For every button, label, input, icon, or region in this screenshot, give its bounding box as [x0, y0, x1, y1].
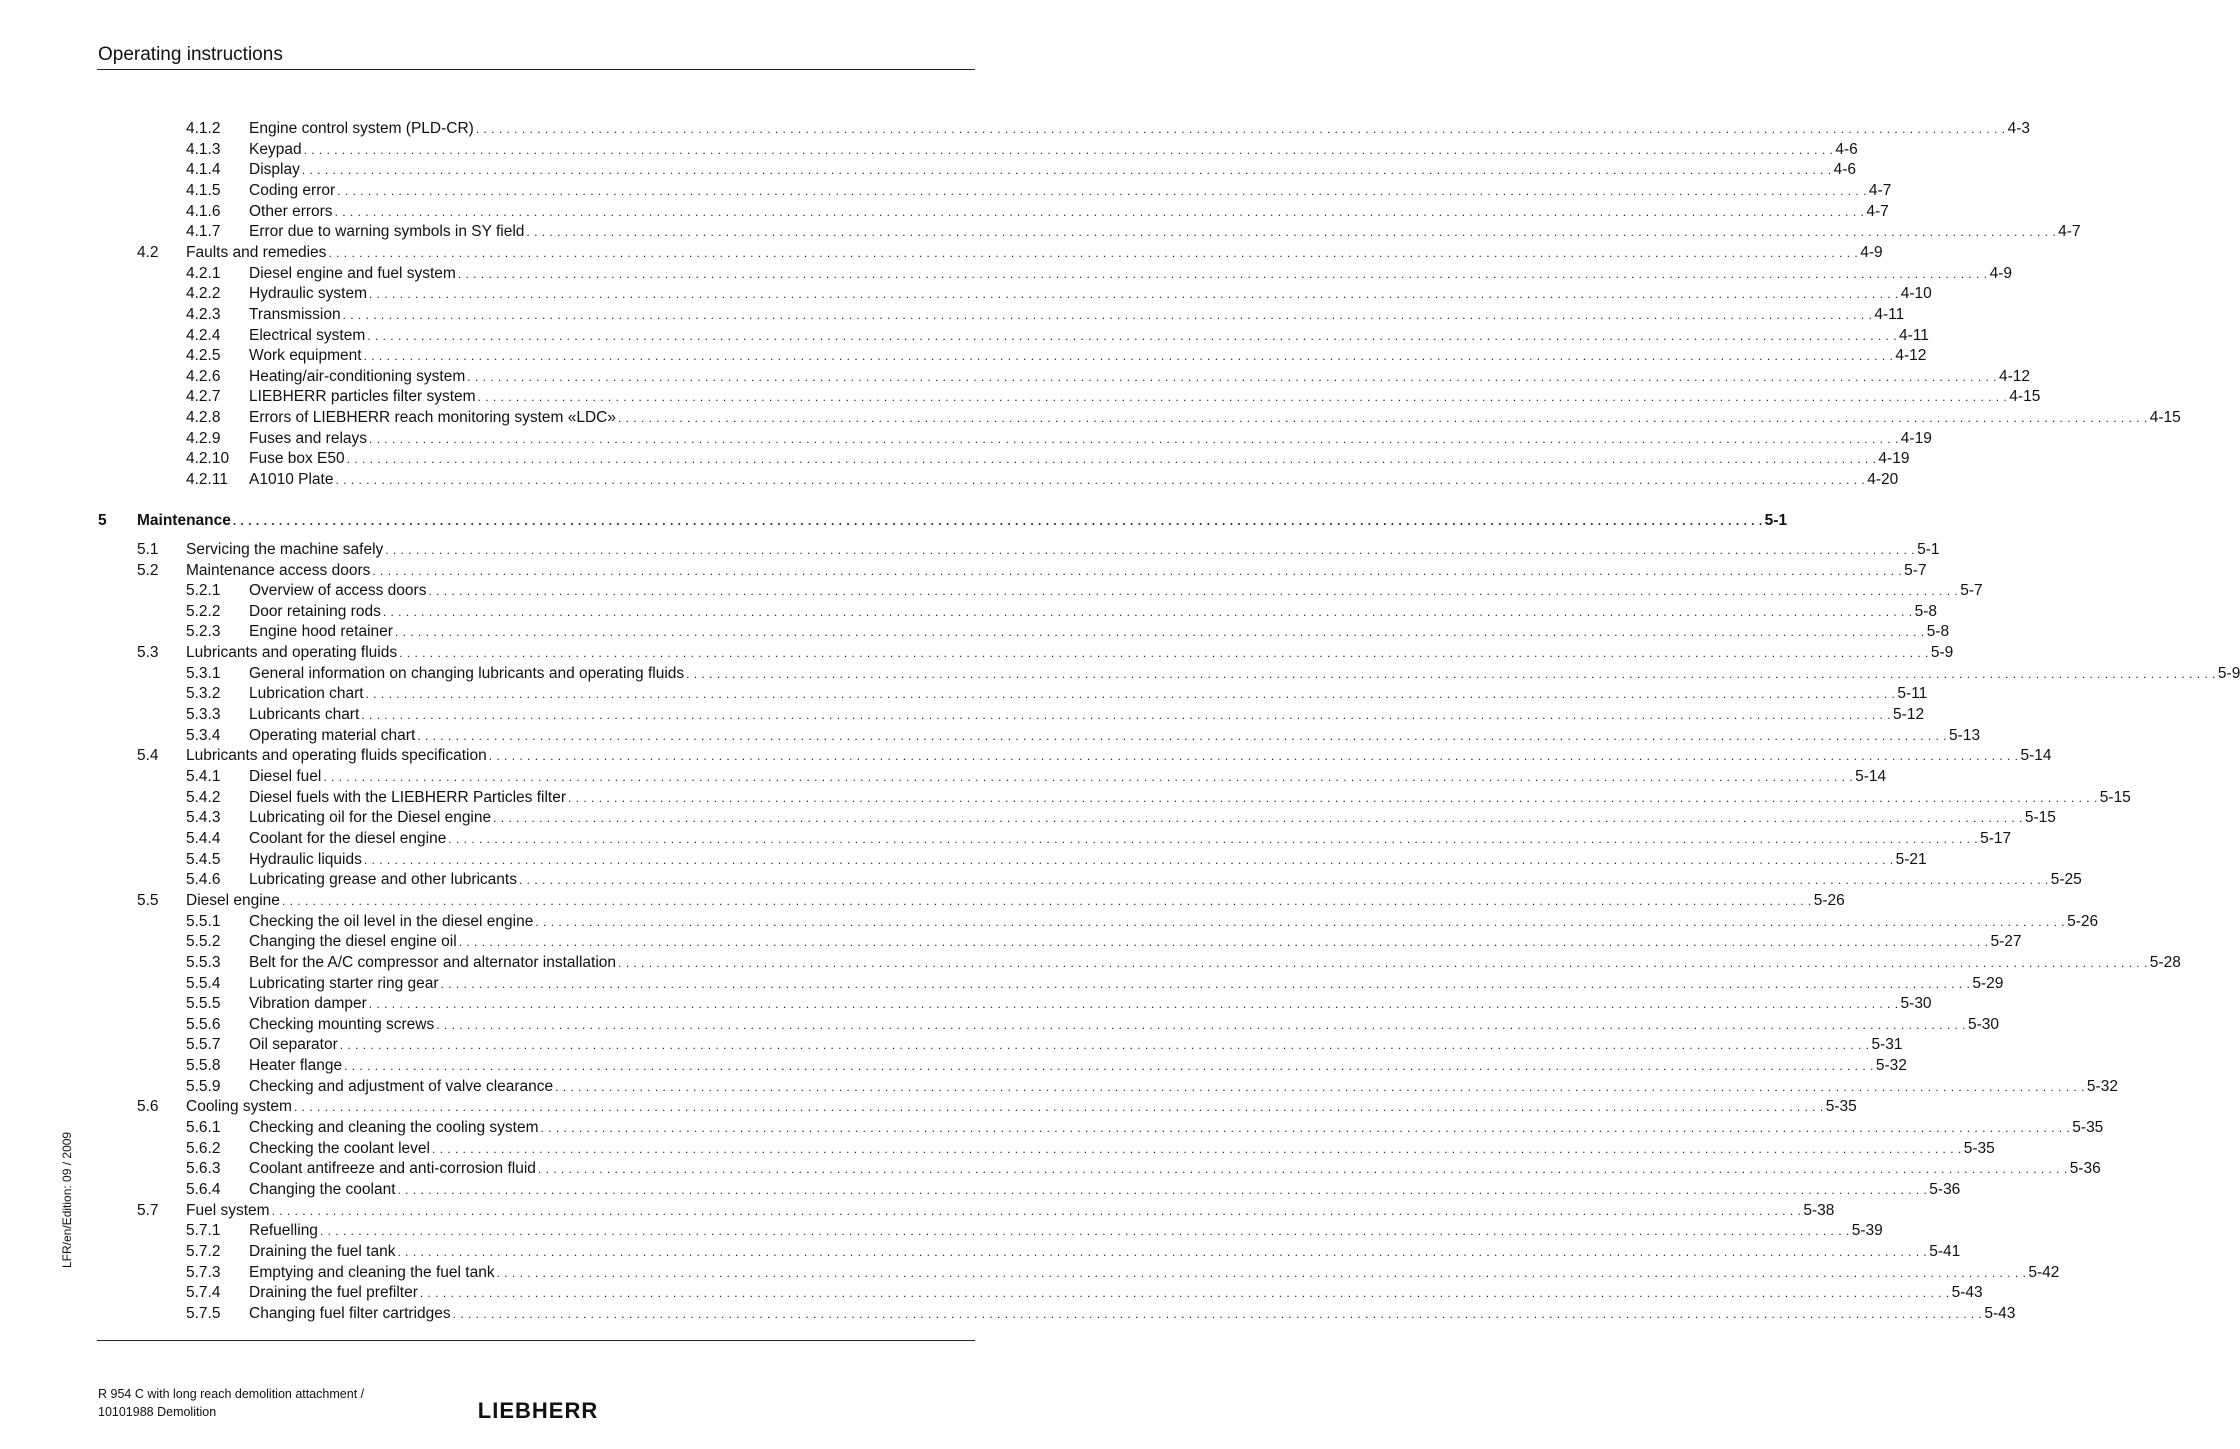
toc-leader-dots: . . . . . . . . . . . . . . . . . . . . . . . . . . . . . . . . . . . . . . . . . . . . . . . . . . . . . . . . . . . . . . . . . . . . . . . . . . . . . . . . . . . . . . . . . . . . . . . . . . . . . . . . . . . . . . . . . . . . . . . . . . . . . . . . . . . . . . . . . . . . . . . . . . . . . . . . . . . . . . . . . . . . . . . . . . . . . . . . . . . . . . . . . . . . . . . . . . . . . . . . [385, 542, 1916, 557]
toc-entry-number: 4.2.8 [186, 409, 221, 427]
toc-entry-number: 5.4 [137, 747, 159, 765]
toc-leader-dots: . . . . . . . . . . . . . . . . . . . . . . . . . . . . . . . . . . . . . . . . . . . . . . . . . . . . . . . . . . . . . . . . . . . . . . . . . . . . . . . . . . . . . . . . . . . . . . . . . . . . . . . . . . . . . . . . . . . . . . . . . . . . . . . . . . . . . . . . . . . . . . . . . . . . . . . . . . . . . . . . . . . . . . . . . . . . . . . . . . . . . . . . . . . . . . . . . . . . . . . . [475, 122, 2006, 136]
toc-entry[interactable] [186, 1221, 1883, 1241]
toc-entry-page: 5-35 [1825, 1098, 1857, 1116]
toc-entry[interactable] [186, 305, 1905, 325]
toc-leader-dots: . . . . . . . . . . . . . . . . . . . . . . . . . . . . . . . . . . . . . . . . . . . . . . . . . . . . . . . . . . . . . . . . . . . . . . . . . . . . . . . . . . . . . . . . . . . . . . . . . . . . . . . . . . . . . . . . . . . . . . . . . . . . . . . . . . . . . . . . . . . . . . . . . . . . . . . . . . . . . . . . . . . . . . . . . . . . . . . . . . . . . . . . . . . . . . . . . . . . . . . . [518, 873, 2049, 888]
toc-entry-number: 5.6 [137, 1098, 159, 1116]
toc-leader-dots: . . . . . . . . . . . . . . . . . . . . . . . . . . . . . . . . . . . . . . . . . . . . . . . . . . . . . . . . . . . . . . . . . . . . . . . . . . . . . . . . . . . . . . . . . . . . . . . . . . . . . . . . . . . . . . . . . . . . . . . . . . . . . . . . . . . . . . . . . . . . . . . . . . . . . . . . . . . . . . . . . . . . . . . . . . . . . . . . . . . . . . . . . . . . . . . . . . . . . . . . [342, 307, 1873, 322]
toc-leader-dots: . . . . . . . . . . . . . . . . . . . . . . . . . . . . . . . . . . . . . . . . . . . . . . . . . . . . . . . . . . . . . . . . . . . . . . . . . . . . . . . . . . . . . . . . . . . . . . . . . . . . . . . . . . . . . . . . . . . . . . . . . . . . . . . . . . . . . . . . . . . . . . . . . . . . . . . . . . . . . . . . . . . . . . . . . . . . . . . . . . . . . . . . . . . . . . . . . . . . . . . . [369, 287, 1899, 302]
toc-entry-title: Checking and adjustment of valve clearance [249, 1077, 554, 1095]
toc-entry-title: A1010 Plate [249, 471, 334, 489]
toc-entry[interactable] [186, 622, 1950, 642]
toc-leader-dots: . . . . . . . . . . . . . . . . . . . . . . . . . . . . . . . . . . . . . . . . . . . . . . . . . . . . . . . . . . . . . . . . . . . . . . . . . . . . . . . . . . . . . . . . . . . . . . . . . . . . . . . . . . . . . . . . . . . . . . . . . . . . . . . . . . . . . . . . . . . . . . . . . . . . . . . . . . . . . . . . . . . . . . . . . . . . . . . . . . . . . . . . . . . . . . . . . . . . . . . . [540, 1121, 2071, 1136]
toc-entry-page: 5-42 [2028, 1263, 2060, 1281]
toc-entry-page: 4-19 [1900, 429, 1932, 447]
toc-entry-number: 5.2.1 [186, 582, 221, 600]
toc-entry-number: 4.2.5 [186, 347, 221, 365]
toc-entry-page: 4-15 [2149, 409, 2181, 427]
toc-entry[interactable] [137, 561, 1927, 581]
toc-entry-number: 4.1.3 [186, 140, 221, 158]
toc-entry-number: 4.2.2 [186, 285, 221, 303]
toc-entry-title: Checking the coolant level [249, 1139, 430, 1157]
toc-entry[interactable] [186, 1035, 1903, 1055]
toc-entry[interactable] [137, 746, 2052, 766]
toc-entry-page: 5-13 [1949, 726, 1981, 744]
toc-entry-number: 5.3 [137, 644, 159, 662]
toc-entry-title: Lubricating oil for the Diesel engine [249, 809, 492, 827]
toc-entry[interactable] [186, 1263, 2060, 1283]
toc-entry-page: 5-30 [1900, 995, 1932, 1013]
toc-entry-page: 4-7 [1866, 202, 1889, 220]
toc-entry-page: 5-26 [2067, 912, 2099, 930]
toc-entry-number: 5.5.7 [186, 1036, 221, 1054]
toc-entry-title: Coolant for the diesel engine [249, 829, 447, 847]
toc-entry-page: 4-12 [1895, 347, 1927, 365]
toc-entry[interactable] [186, 1139, 1995, 1159]
footer-divider [97, 1340, 975, 1341]
toc-entry-page: 5-7 [1960, 582, 1983, 600]
toc-entry[interactable] [186, 767, 1887, 787]
toc-entry-title: Errors of LIEBHERR reach monitoring system «LDC» [249, 409, 616, 427]
toc-entry[interactable] [186, 1283, 1983, 1303]
toc-leader-dots: . . . . . . . . . . . . . . . . . . . . . . . . . . . . . . . . . . . . . . . . . . . . . . . . . . . . . . . . . . . . . . . . . . . . . . . . . . . . . . . . . . . . . . . . . . . . . . . . . . . . . . . . . . . . . . . . . . . . . . . . . . . . . . . . . . . . . . . . . . . . . . . . . . . . . . . . . . . . . . . . . . . . . . . . . . . . . . . . . . . . . . . . . . . . . . . . . . . . . . . . [361, 708, 1892, 723]
toc-leader-dots: . . . . . . . . . . . . . . . . . . . . . . . . . . . . . . . . . . . . . . . . . . . . . . . . . . . . . . . . . . . . . . . . . . . . . . . . . . . . . . . . . . . . . . . . . . . . . . . . . . . . . . . . . . . . . . . . . . . . . . . . . . . . . . . . . . . . . . . . . . . . . . . . . . . . . . . . . . . . . . . . . . . . . . . . . . . . . . . . . . . . . . . . . . . . . . . . . . . . . . . . [394, 625, 1925, 640]
toc-entry[interactable] [186, 1077, 2118, 1097]
toc-entry[interactable] [186, 788, 2131, 808]
toc-entry-page: 4-6 [1833, 161, 1856, 179]
toc-entry-number: 5.5.5 [186, 995, 221, 1013]
toc-entry-page: 5-14 [1855, 768, 1887, 785]
toc-entry-title: Emptying and cleaning the fuel tank [249, 1263, 495, 1281]
toc-entry-number: 5.5.3 [186, 953, 221, 971]
toc-entry-page: 5-36 [2069, 1160, 2101, 1178]
toc-entry-page: 5-9 [2217, 664, 2240, 682]
toc-entry-title: Work equipment [249, 347, 362, 365]
toc-entry-page: 4-9 [1860, 243, 1883, 261]
footer-model-line: R 954 C with long reach demolition attachment / [98, 1387, 365, 1401]
toc-entry-number: 5.5.2 [186, 933, 221, 951]
toc-entry[interactable] [186, 1304, 2016, 1324]
toc-leader-dots: . . . . . . . . . . . . . . . . . . . . . . . . . . . . . . . . . . . . . . . . . . . . . . . . . . . . . . . . . . . . . . . . . . . . . . . . . . . . . . . . . . . . . . . . . . . . . . . . . . . . . . . . . . . . . . . . . . . . . . . . . . . . . . . . . . . . . . . . . . . . . . . . . . . . . . . . . . . . . . . . . . . . . . . . . . . . . . . . . . . . . . . . . . . . . . . . . . . . . . . . [397, 1244, 1928, 1259]
toc-leader-dots: . . . . . . . . . . . . . . . . . . . . . . . . . . . . . . . . . . . . . . . . . . . . . . . . . . . . . . . . . . . . . . . . . . . . . . . . . . . . . . . . . . . . . . . . . . . . . . . . . . . . . . . . . . . . . . . . . . . . . . . . . . . . . . . . . . . . . . . . . . . . . . . . . . . . . . . . . . . . . . . . . . . . . . . . . . . . . . . . . . . . . . . . . . . . . . . . . . . . . . . . [301, 163, 1832, 178]
toc-entry-title: Error due to warning symbols in SY field [249, 223, 525, 241]
toc-leader-dots: . . . . . . . . . . . . . . . . . . . . . . . . . . . . . . . . . . . . . . . . . . . . . . . . . . . . . . . . . . . . . . . . . . . . . . . . . . . . . . . . . . . . . . . . . . . . . . . . . . . . . . . . . . . . . . . . . . . . . . . . . . . . . . . . . . . . . . . . . . . . . . . . . . . . . . . . . . . . . . . . . . . . . . . . . . . . . . . . . . . . . . . . . . . . . . . . . . . . . . . . [328, 245, 1859, 260]
toc-entry-title: Engine control system (PLD-CR) [249, 120, 474, 137]
toc-leader-dots: . . . . . . . . . . . . . . . . . . . . . . . . . . . . . . . . . . . . . . . . . . . . . . . . . . . . . . . . . . . . . . . . . . . . . . . . . . . . . . . . . . . . . . . . . . . . . . . . . . . . . . . . . . . . . . . . . . . . . . . . . . . . . . . . . . . . . . . . . . . . . . . . . . . . . . . . . . . . . . . . . . . . . . . . . . . . . . . . . . . . . . . . . . . . . . . . . . . . . . . . [346, 452, 1877, 467]
toc-entry[interactable] [186, 664, 2240, 684]
toc-entry-title: Lubricating starter ring gear [249, 974, 439, 992]
toc-entry-number: 5.2.2 [186, 602, 221, 620]
toc-entry-number: 5.4.3 [186, 809, 221, 827]
toc-entry-title: Lubricants and operating fluids specification [186, 747, 487, 765]
toc-entry-number: 5.5.9 [186, 1077, 221, 1095]
toc-entry-number: 4.1.7 [186, 223, 221, 241]
toc-entry-page: 4-3 [2007, 120, 2030, 137]
toc-entry[interactable] [186, 408, 2181, 428]
toc-entry-page: 5-7 [1904, 561, 1927, 579]
toc-entry-page: 4-20 [1867, 471, 1899, 489]
toc-leader-dots: . . . . . . . . . . . . . . . . . . . . . . . . . . . . . . . . . . . . . . . . . . . . . . . . . . . . . . . . . . . . . . . . . . . . . . . . . . . . . . . . . . . . . . . . . . . . . . . . . . . . . . . . . . . . . . . . . . . . . . . . . . . . . . . . . . . . . . . . . . . . . . . . . . . . . . . . . . . . . . . . . . . . . . . . . . . . . . . . . . . . . . . . . . . . . . . . . . . . . . . . [436, 1017, 1966, 1032]
logo-text: LIEBHERR [477, 1398, 599, 1423]
toc-entry-title: Draining the fuel prefilter [249, 1284, 418, 1302]
toc-entry-page: 5-43 [1984, 1304, 2016, 1322]
toc-entry[interactable] [186, 387, 2041, 407]
toc-entry-page: 5-1 [1764, 512, 1788, 530]
toc-entry-title: LIEBHERR particles filter system [249, 388, 476, 406]
toc-leader-dots: . . . . . . . . . . . . . . . . . . . . . . . . . . . . . . . . . . . . . . . . . . . . . . . . . . . . . . . . . . . . . . . . . . . . . . . . . . . . . . . . . . . . . . . . . . . . . . . . . . . . . . . . . . . . . . . . . . . . . . . . . . . . . . . . . . . . . . . . . . . . . . . . . . . . . . . . . . . . . . . . . . . . . . . . . . . . . . . . . . . . . . . . . . . . . . . . . . . . . . . . [363, 349, 1894, 364]
toc-leader-dots: . . . . . . . . . . . . . . . . . . . . . . . . . . . . . . . . . . . . . . . . . . . . . . . . . . . . . . . . . . . . . . . . . . . . . . . . . . . . . . . . . . . . . . . . . . . . . . . . . . . . . . . . . . . . . . . . . . . . . . . . . . . . . . . . . . . . . . . . . . . . . . . . . . . . . . . . . . . . . . . . . . . . . . . . . . . . . . . . . . . . . . . . . . . . . . . . . . . . . . . . [457, 266, 1988, 281]
toc-entry-number: 4.1.2 [186, 120, 221, 137]
toc-entry-number: 5.6.2 [186, 1139, 221, 1157]
toc-leader-dots: . . . . . . . . . . . . . . . . . . . . . . . . . . . . . . . . . . . . . . . . . . . . . . . . . . . . . . . . . . . . . . . . . . . . . . . . . . . . . . . . . . . . . . . . . . . . . . . . . . . . . . . . . . . . . . . . . . . . . . . . . . . . . . . . . . . . . . . . . . . . . . . . . . . . . . . . . . . . . . . . . . . . . . . . . . . . . . . . . . . . . . . . . . . . . . . . . . . . . . . . [293, 1100, 1824, 1115]
toc-entry[interactable] [186, 202, 1889, 222]
toc-leader-dots: . . . . . . . . . . . . . . . . . . . . . . . . . . . . . . . . . . . . . . . . . . . . . . . . . . . . . . . . . . . . . . . . . . . . . . . . . . . . . . . . . . . . . . . . . . . . . . . . . . . . . . . . . . . . . . . . . . . . . . . . . . . . . . . . . . . . . . . . . . . . . . . . . . . . . . . . . . . . . . . . . . . . . . . . . . . . . . . . . . . . . . . . . . . . . . . . . . . . . . . . [367, 328, 1898, 343]
toc-entry[interactable] [186, 119, 2030, 139]
toc-entry[interactable] [137, 1097, 1857, 1117]
toc-entry[interactable] [186, 953, 2181, 973]
toc-entry-page: 4-11 [1874, 305, 1905, 323]
toc-entry[interactable] [186, 367, 2031, 387]
toc-entry-page: 4-19 [1878, 450, 1910, 468]
toc-entry-title: Keypad [249, 140, 302, 158]
toc-leader-dots: . . . . . . . . . . . . . . . . . . . . . . . . . . . . . . . . . . . . . . . . . . . . . . . . . . . . . . . . . . . . . . . . . . . . . . . . . . . . . . . . . . . . . . . . . . . . . . . . . . . . . . . . . . . . . . . . . . . . . . . . . . . . . . . . . . . . . . . . . . . . . . . . . . . . . . . . . . . . . . . . . . . . . . . . . . . . . . . . . . . . . . . . . . . . . . . . . . . . . . . . [372, 563, 1903, 578]
toc-entry-page: 5-9 [1930, 644, 1954, 662]
toc-leader-dots: . . . . . . . . . . . . . . . . . . . . . . . . . . . . . . . . . . . . . . . . . . . . . . . . . . . . . . . . . . . . . . . . . . . . . . . . . . . . . . . . . . . . . . . . . . . . . . . . . . . . . . . . . . . . . . . . . . . . . . . . . . . . . . . . . . . . . . . . . . . . . . . . . . . . . . . . . . . . . . . . . . . . . . . . . . . . . . . . . . . . . . . . . . . . . . . . . . . . . . . . [555, 1079, 2085, 1094]
toc-entry-title: Diesel fuel [249, 768, 322, 785]
toc-leader-dots: . . . . . . . . . . . . . . . . . . . . . . . . . . . . . . . . . . . . . . . . . . . . . . . . . . . . . . . . . . . . . . . . . . . . . . . . . . . . . . . . . . . . . . . . . . . . . . . . . . . . . . . . . . . . . . . . . . . . . . . . . . . . . . . . . . . . . . . . . . . . . . . . . . . . . . . . . . . . . . . . . . . . . . . . . . . . . . . . . . . . . . . . . . . . . . . . . . . . . . . . [399, 646, 1929, 661]
toc-leader-dots: . . . . . . . . . . . . . . . . . . . . . . . . . . . . . . . . . . . . . . . . . . . . . . . . . . . . . . . . . . . . . . . . . . . . . . . . . . . . . . . . . . . . . . . . . . . . . . . . . . . . . . . . . . . . . . . . . . . . . . . . . . . . . . . . . . . . . . . . . . . . . . . . . . . . . . . . . . . . . . . . . . . . . . . . . . . . . . . . . . . . . . . . . . . . . . . . . . . . . . . . [448, 831, 1979, 846]
toc-leader-dots: . . . . . . . . . . . . . . . . . . . . . . . . . . . . . . . . . . . . . . . . . . . . . . . . . . . . . . . . . . . . . . . . . . . . . . . . . . . . . . . . . . . . . . . . . . . . . . . . . . . . . . . . . . . . . . . . . . . . . . . . . . . . . . . . . . . . . . . . . . . . . . . . . . . . . . . . . . . . . . . . . . . . . . . . . . . . . . . . . . . . . . . . . . . . . . . . . . . . . . . . [537, 1162, 2068, 1177]
toc-entry-number: 4.2.1 [186, 264, 221, 282]
toc-entry-page: 4-11 [1899, 326, 1929, 344]
toc-entry-title: Coding error [249, 181, 336, 199]
toc-entry-title: Lubricants and operating fluids [186, 644, 398, 662]
toc-leader-dots: . . . . . . . . . . . . . . . . . . . . . . . . . . . . . . . . . . . . . . . . . . . . . . . . . . . . . . . . . . . . . . . . . . . . . . . . . . . . . . . . . . . . . . . . . . . . . . . . . . . . . . . . . . . . . . . . . . . . . . . . . . . . . . . . . . . . . . . . . . . . . . . . . . . . . . . . . . . . . . . . . . . . . . . . . . . . . . . . . . . . . . . . . . . . . . . . . . . . . . . . [458, 935, 1989, 950]
toc-leader-dots: . . . . . . . . . . . . . . . . . . . . . . . . . . . . . . . . . . . . . . . . . . . . . . . . . . . . . . . . . . . . . . . . . . . . . . . . . . . . . . . . . . . . . . . . . . . . . . . . . . . . . . . . . . . . . . . . . . . . . . . . . . . . . . . . . . . . . . . . . . . . . . . . . . . . . . . . . . . . . . . . . . . . . . . . . . . . . . . . . . . . . . . . . . . . . . . . . . . . . . . . [323, 770, 1854, 784]
toc-entry[interactable] [186, 429, 1932, 449]
toc-entry-number: 4.1.5 [186, 181, 221, 199]
toc-entry-number: 5.3.4 [186, 726, 221, 744]
toc-entry-page: 5-41 [1929, 1242, 1961, 1260]
toc-entry[interactable] [186, 870, 2082, 890]
toc-entry[interactable] [186, 326, 1929, 346]
toc-entry-page: 5-11 [1897, 685, 1928, 703]
toc-entry-title: Lubricants chart [249, 706, 360, 724]
toc-entry-number: 4.2.3 [186, 305, 221, 323]
toc-entry[interactable] [186, 1180, 1961, 1200]
header-divider [97, 69, 975, 70]
toc-entry[interactable] [186, 912, 2099, 932]
toc-entry-number: 4.1.4 [186, 161, 221, 179]
toc-entry[interactable] [186, 684, 1928, 704]
toc-leader-dots: . . . . . . . . . . . . . . . . . . . . . . . . . . . . . . . . . . . . . . . . . . . . . . . . . . . . . . . . . . . . . . . . . . . . . . . . . . . . . . . . . . . . . . . . . . . . . . . . . . . . . . . . . . . . . . . . . . . . . . . . . . . . . . . . . . . . . . . . . . . . . . . . . . . . . . . . . . . . . . . . . . . . . . . . . . . . . . . . . . . . . . . . . . . . . . . . . . . . . . . . [271, 1203, 1802, 1218]
toc-entry-page: 4-10 [1900, 285, 1932, 303]
toc-entry-title: Changing the coolant [249, 1181, 396, 1198]
toc-entry-page: 5-30 [1968, 1015, 2000, 1033]
toc-entry-title: Maintenance [137, 512, 231, 530]
toc-entry[interactable] [186, 705, 1925, 725]
toc-entry[interactable] [186, 974, 2004, 994]
toc-entry-title: Checking the oil level in the diesel engine [249, 912, 534, 930]
toc-entry-number: 5.7.1 [186, 1222, 221, 1240]
toc-entry-number: 5.4.2 [186, 788, 221, 806]
toc-entry[interactable] [186, 808, 2056, 828]
toc-leader-dots: . . . . . . . . . . . . . . . . . . . . . . . . . . . . . . . . . . . . . . . . . . . . . . . . . . . . . . . . . . . . . . . . . . . . . . . . . . . . . . . . . . . . . . . . . . . . . . . . . . . . . . . . . . . . . . . . . . . . . . . . . . . . . . . . . . . . . . . . . . . . . . . . . . . . . . . . . . . . . . . . . . . . . . . . . . . . . . . . . . . . . . . . . . . . . . . . . . . . . . . . [535, 914, 2066, 929]
toc-leader-dots: . . . . . . . . . . . . . . . . . . . . . . . . . . . . . . . . . . . . . . . . . . . . . . . . . . . . . . . . . . . . . . . . . . . . . . . . . . . . . . . . . . . . . . . . . . . . . . . . . . . . . . . . . . . . . . . . . . . . . . . . . . . . . . . . . . . . . . . . . . . . . . . . . . . . . . . . . . . . . . . . . . . . . . . . . . . . . . . . . . . . . . . . . . . . . . . . . . . . . . . . [477, 390, 2008, 405]
toc-leader-dots: . . . . . . . . . . . . . . . . . . . . . . . . . . . . . . . . . . . . . . . . . . . . . . . . . . . . . . . . . . . . . . . . . . . . . . . . . . . . . . . . . . . . . . . . . . . . . . . . . . . . . . . . . . . . . . . . . . . . . . . . . . . . . . . . . . . . . . . . . . . . . . . . . . . . . . . . . . . . . . . . . . . . . . . . . . . . . . . . . . . . . . . . . . . . . . . . . . . . . . . . [526, 225, 2057, 240]
toc-entry-number: 5.2.3 [186, 623, 221, 641]
toc-entry-number: 5.2 [137, 561, 159, 579]
toc-entry-page: 4-7 [1868, 181, 1892, 199]
liebherr-logo [458, 1399, 618, 1421]
toc-entry-page: 5-8 [1926, 623, 1950, 641]
toc-entry-title: Checking mounting screws [249, 1015, 435, 1033]
toc-entry-number: 4.2.11 [186, 471, 228, 489]
toc-entry-page: 5-36 [1929, 1181, 1961, 1198]
toc-entry[interactable] [137, 540, 1940, 560]
toc-entry-number: 5.7.5 [186, 1304, 221, 1322]
toc-entry-number: 5.3.2 [186, 685, 221, 703]
toc-entry-number: 5.7.4 [186, 1284, 221, 1302]
footer-doc-line: 10101988 Demolition [98, 1405, 217, 1419]
toc-leader-dots: . . . . . . . . . . . . . . . . . . . . . . . . . . . . . . . . . . . . . . . . . . . . . . . . . . . . . . . . . . . . . . . . . . . . . . . . . . . . . . . . . . . . . . . . . . . . . . . . . . . . . . . . . . . . . . . . . . . . . . . . . . . . . . . . . . . . . . . . . . . . . . . . . . . . . . . . . . . . . . . . . . . . . . . . . . . . . . . . . . . . . . . . . . . . . . . . . . . . . . . . [417, 728, 1948, 743]
toc-leader-dots: . . . . . . . . . . . . . . . . . . . . . . . . . . . . . . . . . . . . . . . . . . . . . . . . . . . . . . . . . . . . . . . . . . . . . . . . . . . . . . . . . . . . . . . . . . . . . . . . . . . . . . . . . . . . . . . . . . . . . . . . . . . . . . . . . . . . . . . . . . . . . . . . . . . . . . . . . . . . . . . . . . . . . . . . . . . . . . . . . . . . . . . . . . . . . . . . . . . . . . . . [488, 749, 2019, 764]
toc-entry-page: 4-9 [1989, 264, 2012, 282]
toc-entry[interactable] [137, 1201, 1835, 1221]
toc-entry[interactable] [186, 581, 1983, 601]
toc-entry[interactable] [186, 264, 2012, 284]
toc-entry-page: 5-26 [1813, 891, 1845, 909]
toc-entry-page: 5-43 [1951, 1284, 1983, 1302]
page-header-title: Operating instructions [98, 44, 283, 65]
toc-entry-title: Diesel fuels with the LIEBHERR Particles filter [249, 788, 567, 806]
toc-entry-title: Changing fuel filter cartridges [249, 1304, 451, 1322]
toc-leader-dots: . . . . . . . . . . . . . . . . . . . . . . . . . . . . . . . . . . . . . . . . . . . . . . . . . . . . . . . . . . . . . . . . . . . . . . . . . . . . . . . . . . . . . . . . . . . . . . . . . . . . . . . . . . . . . . . . . . . . . . . . . . . . . . . . . . . . . . . . . . . . . . . . . . . . . . . . . . . . . . . . . . . . . . . . . . . . . . . . . . . . . . . . . . . . . . . . . . . . . . . . [337, 183, 1867, 198]
toc-entry[interactable] [186, 829, 2012, 849]
toc-entry[interactable] [186, 1056, 1907, 1076]
toc-leader-dots: . . . . . . . . . . . . . . . . . . . . . . . . . . . . . . . . . . . . . . . . . . . . . . . . . . . . . . . . . . . . . . . . . . . . . . . . . . . . . . . . . . . . . . . . . . . . . . . . . . . . . . . . . . . . . . . . . . . . . . . . . . . . . . . . . . . . . . . . . . . . . . . . . . . . . . . . . . . . . . . . . . . . . . . . . . . . . . . . . . . . . . . . . . . . . . . . . . . . . . . . [339, 1038, 1870, 1053]
toc-entry-page: 5-14 [2020, 747, 2052, 765]
toc-entry-page: 4-12 [1999, 367, 2031, 385]
toc-entry-title: Fuses and relays [249, 429, 368, 447]
toc-entry-title: Heating/air-conditioning system [249, 367, 466, 385]
toc-leader-dots: . . . . . . . . . . . . . . . . . . . . . . . . . . . . . . . . . . . . . . . . . . . . . . . . . . . . . . . . . . . . . . . . . . . . . . . . . . . . . . . . . . . . . . . . . . . . . . . . . . . . . . . . . . . . . . . . . . . . . . . . . . . . . . . . . . . . . . . . . . . . . . . . . . . . . . . . . . . . . . . . . . . . . . . . . . . . . . . . . . . . . . . . . . . . . . . . . . . . . . . . [368, 997, 1899, 1012]
toc-leader-dots: . . . . . . . . . . . . . . . . . . . . . . . . . . . . . . . . . . . . . . . . . . . . . . . . . . . . . . . . . . . . . . . . . . . . . . . . . . . . . . . . . . . . . . . . . . . . . . . . . . . . . . . . . . . . . . . . . . . . . . . . . . . . . . . . . . . . . . . . . . . . . . . . . . . . . . . . . . . . . . . . . . . . . . . . . . . . . . . . . . . . . . . . . . . . . . . . . . . . . . . . [428, 584, 1959, 599]
toc-entry-title: Hydraulic system [249, 285, 367, 303]
toc-entry-title: Refuelling [249, 1222, 318, 1240]
toc-entry-number: 5.5 [137, 891, 159, 909]
toc-entry-title: Changing the diesel engine oil [249, 933, 457, 951]
toc-entry-page: 5-17 [1980, 829, 2012, 847]
toc-entry-number: 5.4.4 [186, 829, 221, 847]
toc-entry[interactable] [186, 850, 1927, 870]
toc-entry-title: Checking and cleaning the cooling system [249, 1119, 539, 1137]
toc-leader-dots: . . . . . . . . . . . . . . . . . . . . . . . . . . . . . . . . . . . . . . . . . . . . . . . . . . . . . . . . . . . . . . . . . . . . . . . . . . . . . . . . . . . . . . . . . . . . . . . . . . . . . . . . . . . . . . . . . . . . . . . . . . . . . . . . . . . . . . . . . . . . . . . . . . . . . . . . . . . . . . . . . . . . . . . . . . . . . . . . . . . . . . . . . . . . . . . . . . . . . . . . [382, 604, 1913, 619]
toc-entry-page: 5-27 [1990, 933, 2022, 951]
toc-entry-page: 5-39 [1851, 1222, 1883, 1240]
toc-entry-number: 5.6.3 [186, 1160, 221, 1178]
toc-entry-title: Belt for the A/C compressor and alternator installation [249, 953, 617, 971]
toc-entry[interactable] [186, 222, 2081, 242]
toc-entry-number: 5.6.1 [186, 1119, 221, 1137]
toc-entry-number: 4.2.6 [186, 367, 221, 385]
toc-entry[interactable] [186, 726, 1981, 746]
toc-entry-page: 5-25 [2050, 871, 2082, 889]
toc-entry[interactable] [137, 643, 1954, 663]
toc-entry-title: Operating material chart [249, 726, 416, 744]
toc-entry-number: 5.4.1 [186, 768, 221, 785]
toc-entry-page: 4-6 [1835, 140, 1858, 158]
toc-leader-dots: . . . . . . . . . . . . . . . . . . . . . . . . . . . . . . . . . . . . . . . . . . . . . . . . . . . . . . . . . . . . . . . . . . . . . . . . . . . . . . . . . . . . . . . . . . . . . . . . . . . . . . . . . . . . . . . . . . . . . . . . . . . . . . . . . . . . . . . . . . . . . . . . . . . . . . . . . . . . . . . . . . . . . . . . . . . . . . . . . . . . . . . . . . . . . . . . . . . . . . . . [431, 1141, 1962, 1156]
toc-entry[interactable] [186, 284, 1932, 304]
toc-entry[interactable] [186, 1118, 2104, 1138]
toc-entry-title: Lubrication chart [249, 685, 364, 703]
toc-leader-dots: . . . . . . . . . . . . . . . . . . . . . . . . . . . . . . . . . . . . . . . . . . . . . . . . . . . . . . . . . . . . . . . . . . . . . . . . . . . . . . . . . . . . . . . . . . . . . . . . . . . . . . . . . . . . . . . . . . . . . . . . . . . . . . . . . . . . . . . . . . . . . . . . . . . . . . . . . . . . . . . . . . . . . . . . . . . . . . . . . . . . . . . . . . . . . . . . . . . . . . . . [365, 687, 1896, 702]
toc-entry-number: 4.2.4 [186, 326, 221, 344]
toc-entry-number: 5.7.2 [186, 1242, 221, 1260]
toc-entry-number: 5.5.1 [186, 912, 221, 930]
toc-entry-title: Draining the fuel tank [249, 1242, 396, 1260]
toc-entry-title: General information on changing lubricants and operating fluids [249, 664, 685, 682]
toc-entry-title: Other errors [249, 202, 333, 220]
toc-entry-number: 4.2.10 [186, 450, 230, 468]
toc-leader-dots: . . . . . . . . . . . . . . . . . . . . . . . . . . . . . . . . . . . . . . . . . . . . . . . . . . . . . . . . . . . . . . . . . . . . . . . . . . . . . . . . . . . . . . . . . . . . . . . . . . . . . . . . . . . . . . . . . . . . . . . . . . . . . . . . . . . . . . . . . . . . . . . . . . . . . . . . . . . . . . . . . . . . . . . . . . . . . . . . . . . . . . . . . . . . . . . . . . . . . . . . [496, 1265, 2027, 1280]
toc-entry-number: 5.7 [137, 1201, 159, 1219]
toc-entry-page: 5-31 [1871, 1036, 1903, 1054]
toc-entry[interactable] [186, 470, 1899, 490]
toc-entry-number: 5.4.5 [186, 850, 221, 868]
toc-entry-page: 5-32 [2086, 1077, 2118, 1095]
toc-leader-dots: . . . . . . . . . . . . . . . . . . . . . . . . . . . . . . . . . . . . . . . . . . . . . . . . . . . . . . . . . . . . . . . . . . . . . . . . . . . . . . . . . . . . . . . . . . . . . . . . . . . . . . . . . . . . . . . . . . . . . . . . . . . . . . . . . . . . . . . . . . . . . . . . . . . . . . . . . . . . . . . . . . . . . . . . . . . . . . . . . . . . . . . . . . . . . . . . . . . . . . . . [440, 976, 1971, 991]
toc-entry-title: Faults and remedies [186, 243, 327, 261]
toc-entry-title: Overview of access doors [249, 582, 427, 600]
toc-entry-title: Door retaining rods [249, 602, 381, 620]
toc-leader-dots: . . . . . . . . . . . . . . . . . . . . . . . . . . . . . . . . . . . . . . . . . . . . . . . . . . . . . . . . . . . . . . . . . . . . . . . . . . . . . . . . . . . . . . . . . . . . . . . . . . . . . . . . . . . . . . . . . . . . . . . . . . . . . . . . . . . . . . . . . . . . . . . . . . . . . . . . . . . . . . . . . . . . . . . . . . . . . . . . . . . . . . . . . . . . . . . . . . . . . . . . [452, 1306, 1983, 1321]
toc-leader-dots: . . . . . . . . . . . . . . . . . . . . . . . . . . . . . . . . . . . . . . . . . . . . . . . . . . . . . . . . . . . . . . . . . . . . . . . . . . . . . . . . . . . . . . . . . . . . . . . . . . . . . . . . . . . . . . . . . . . . . . . . . . . . . . . . . . . . . . . . . . . . . . . . . . . . . . . . . . . . . . . . . . . . . . . . . . . . . . . . . . . . . . . . . . . . . . . . . . . . . . . . [617, 411, 2148, 426]
toc-entry-page: 5-32 [1875, 1057, 1907, 1075]
toc-leader-dots: . . . . . . . . . . . . . . . . . . . . . . . . . . . . . . . . . . . . . . . . . . . . . . . . . . . . . . . . . . . . . . . . . . . . . . . . . . . . . . . . . . . . . . . . . . . . . . . . . . . . . . . . . . . . . . . . . . . . . . . . . . . . . . . . . . . . . . . . . . . . . . . . . . . . . . . . . . . . . . . . . . . . . . . . . . . . . . . . . . . . . . . . . . . . . . . . . . . . . . . . [363, 852, 1894, 867]
toc-entry-title: Diesel engine and fuel system [249, 264, 456, 282]
toc-entry-number: 5.3.3 [186, 706, 221, 724]
toc-entry-title: Engine hood retainer [249, 623, 393, 641]
toc-entry[interactable] [137, 891, 1845, 911]
toc-entry-number: 5 [98, 512, 107, 530]
toc-entry-title: Coolant antifreeze and anti-corrosion fluid [249, 1160, 536, 1178]
toc-entry-page: 5-12 [1893, 706, 1925, 724]
toc-leader-dots: . . . . . . . . . . . . . . . . . . . . . . . . . . . . . . . . . . . . . . . . . . . . . . . . . . . . . . . . . . . . . . . . . . . . . . . . . . . . . . . . . . . . . . . . . . . . . . . . . . . . . . . . . . . . . . . . . . . . . . . . . . . . . . . . . . . . . . . . . . . . . . . . . . . . . . . . . . . . . . . . . . . . . . . . . . . . . . . . . . . . . . . . . . . . . . . . . . . . . . . . [397, 1183, 1928, 1197]
toc-entry-title: Maintenance access doors [186, 561, 371, 579]
toc-entry-title: Lubricating grease and other lubricants [249, 871, 517, 889]
toc-leader-dots: . . . . . . . . . . . . . . . . . . . . . . . . . . . . . . . . . . . . . . . . . . . . . . . . . . . . . . . . . . . . . . . . . . . . . . . . . . . . . . . . . . . . . . . . . . . . . . . . . . . . . . . . . . . . . . . . . . . . . . . . . . . . . . . . . . . . . . . . . . . . . . . . . . . . . . . . . . . . . . . . . . . . . . . . . . . . . . . . . . . . . . . . . . . . . . . . . . . . . . . . [419, 1286, 1950, 1301]
toc-entry-number: 5.6.4 [186, 1181, 221, 1198]
toc-entry-page: 4-15 [2009, 388, 2041, 406]
toc-entry[interactable] [186, 449, 1910, 469]
toc-entry-page: 5-28 [2149, 953, 2181, 971]
toc-entry-title: Fuel system [186, 1201, 270, 1219]
toc-entry-number: 5.5.4 [186, 974, 221, 992]
toc-leader-dots: . . . . . . . . . . . . . . . . . . . . . . . . . . . . . . . . . . . . . . . . . . . . . . . . . . . . . . . . . . . . . . . . . . . . . . . . . . . . . . . . . . . . . . . . . . . . . . . . . . . . . . . . . . . . . . . . . . . . . . . . . . . . . . . . . . . . . . . . . . . . . . . . . . . . . . . . . . . . . . . . . . . . . . . . . . . . . . . . . . . . . . . . . . . . . . . . . . . . . . . . [493, 811, 2023, 826]
toc-entry[interactable] [186, 932, 2022, 952]
toc-entry-title: Vibration damper [249, 995, 367, 1013]
toc-entry-page: 5-15 [2024, 809, 2056, 827]
toc-entry-title: Display [249, 161, 300, 179]
toc-leader-dots: . . . . . . . . . . . . . . . . . . . . . . . . . . . . . . . . . . . . . . . . . . . . . . . . . . . . . . . . . . . . . . . . . . . . . . . . . . . . . . . . . . . . . . . . . . . . . . . . . . . . . . . . . . . . . . . . . . . . . . . . . . . . . . . . . . . . . . . . . . . . . . . . . . . . . . . . . . . . . . . . . . . . . . . . . . . . . . . . . . . . . . . . . . . . . . . . . . . . . . . . [369, 431, 1899, 446]
toc-entry-title: Diesel engine [186, 891, 280, 909]
toc-entry-page: 5-35 [1963, 1139, 1995, 1157]
toc-entry[interactable] [186, 1242, 1961, 1262]
toc-leader-dots: . . . . . . . . . . . . . . . . . . . . . . . . . . . . . . . . . . . . . . . . . . . . . . . . . . . . . . . . . . . . . . . . . . . . . . . . . . . . . . . . . . . . . . . . . . . . . . . . . . . . . . . . . . . . . . . . . . . . . . . . . . . . . . . . . . . . . . . . . . . . . . . . . . . . . . . . . . . . . . . . . . . . . . . . . . . . . . . . . . . . . . . . . . . . . . . . . . . . . . . . [303, 142, 1834, 157]
toc-entry[interactable] [186, 140, 1858, 160]
toc-entry[interactable] [98, 511, 1788, 531]
toc-entry-page: 4-7 [2058, 223, 2081, 241]
toc-leader-dots: . . . . . . . . . . . . . . . . . . . . . . . . . . . . . . . . . . . . . . . . . . . . . . . . . . . . . . . . . . . . . . . . . . . . . . . . . . . . . . . . . . . . . . . . . . . . . . . . . . . . . . . . . . . . . . . . . . . . . . . . . . . . . . . . . . . . . . . . . . . . . . . . . . . . . . . . . . . . . . . . . . . . . . . . . . . . . . . . . . . . . . . . . . . . . . . . . . . . . . . . [618, 955, 2148, 970]
toc-leader-dots: . . . . . . . . . . . . . . . . . . . . . . . . . . . . . . . . . . . . . . . . . . . . . . . . . . . . . . . . . . . . . . . . . . . . . . . . . . . . . . . . . . . . . . . . . . . . . . . . . . . . . . . . . . . . . . . . . . . . . . . . . . . . . . . . . . . . . . . . . . . . . . . . . . . . . . . . . . . . . . . . . . . . . . . . . . . . . . . . . . . . . . . . . . . . . . . . . . . . . . . . [335, 473, 1866, 488]
toc-entry-page: 5-8 [1914, 602, 1937, 620]
toc-entry-number: 4.2.9 [186, 429, 221, 447]
toc-entry[interactable] [186, 1159, 2101, 1179]
toc-entry[interactable] [186, 181, 1892, 201]
toc-entry-title: Transmission [249, 305, 341, 323]
toc-leader-dots: . . . . . . . . . . . . . . . . . . . . . . . . . . . . . . . . . . . . . . . . . . . . . . . . . . . . . . . . . . . . . . . . . . . . . . . . . . . . . . . . . . . . . . . . . . . . . . . . . . . . . . . . . . . . . . . . . . . . . . . . . . . . . . . . . . . . . . . . . . . . . . . . . . . . . . . . . . . . . . . . . . . . . . . . . . . . . . . . . . . . . . . . . . . . . . . . . . . . . . . . [467, 369, 1998, 384]
toc-entry-title: Heater flange [249, 1057, 343, 1075]
toc-entry[interactable] [186, 346, 1927, 366]
toc-entry-number: 5.4.6 [186, 871, 221, 889]
toc-entry-page: 5-38 [1803, 1201, 1835, 1219]
toc-entry-page: 5-35 [2072, 1119, 2104, 1137]
toc-leader-dots: . . . . . . . . . . . . . . . . . . . . . . . . . . . . . . . . . . . . . . . . . . . . . . . . . . . . . . . . . . . . . . . . . . . . . . . . . . . . . . . . . . . . . . . . . . . . . . . . . . . . . . . . . . . . . . . . . . . . . . . . . . . . . . . . . . . . . . . . . . . . . . . . . . . . . . . . . . . . . . . . . . . . . . . . . . . . . . . . . . . . . . . . . . . . . . . . . . . . . . . . [344, 1059, 1874, 1074]
toc-entry[interactable] [186, 994, 1932, 1014]
toc-entry-title: Hydraulic liquids [249, 850, 362, 868]
toc-entry[interactable] [186, 602, 1937, 622]
toc-entry[interactable] [137, 243, 1883, 263]
toc-leader-dots: . . . . . . . . . . . . . . . . . . . . . . . . . . . . . . . . . . . . . . . . . . . . . . . . . . . . . . . . . . . . . . . . . . . . . . . . . . . . . . . . . . . . . . . . . . . . . . . . . . . . . . . . . . . . . . . . . . . . . . . . . . . . . . . . . . . . . . . . . . . . . . . . . . . . . . . . . . . . . . . . . . . . . . . . . . . . . . . . . . . . . . . . . . . . . . . . . . . . . . . . [686, 666, 2216, 681]
toc-leader-dots: . . . . . . . . . . . . . . . . . . . . . . . . . . . . . . . . . . . . . . . . . . . . . . . . . . . . . . . . . . . . . . . . . . . . . . . . . . . . . . . . . . . . . . . . . . . . . . . . . . . . . . . . . . . . . . . . . . . . . . . . . . . . . . . . . . . . . . . . . . . . . . . . . . . . . . . . . . . . . . . . . . . . . . . . . . . . . . . . . . . . . . . . . . . . . . . . . . . . . . . . [334, 204, 1865, 219]
toc-entry-number: 5.1 [137, 540, 159, 558]
edition-label: LFR/en/Edition: 09 / 2009 [60, 1131, 74, 1268]
toc-entry-title: Fuse box E50 [249, 450, 345, 468]
toc-entry-number: 4.2 [137, 243, 159, 261]
toc-entry-number: 5.5.8 [186, 1057, 221, 1075]
toc-leader-dots: . . . . . . . . . . . . . . . . . . . . . . . . . . . . . . . . . . . . . . . . . . . . . . . . . . . . . . . . . . . . . . . . . . . . . . . . . . . . . . . . . . . . . . . . . . . . . . . . . . . . . . . . . . . . . . . . . . . . . . . . . . . . . . . . . . . . . . . . . . . . . . . . . . . . . . . . . . . . . . . . . . . . . . . . . . . . . . . . . . . . . . . . . . . . . . . . . . . . . . . . [568, 790, 2098, 805]
toc-leader-dots: . . . . . . . . . . . . . . . . . . . . . . . . . . . . . . . . . . . . . . . . . . . . . . . . . . . . . . . . . . . . . . . . . . . . . . . . . . . . . . . . . . . . . . . . . . . . . . . . . . . . . . . . . . . . . . . . . . . . . . . . . . . . . . . . . . . . . . . . . . . . . . . . . . . . . . . . . . . . . . . . . . . . . . . . . . . . . . . . . . . . . . . . . . . . . . . . . . . . . . . . [319, 1224, 1850, 1239]
toc-entry-page: 5-15 [2099, 788, 2131, 806]
toc-entry-page: 5-29 [1972, 974, 2004, 992]
toc-entry-number: 5.3.1 [186, 664, 221, 682]
toc-entry-number: 4.1.6 [186, 202, 221, 220]
toc-entry[interactable] [186, 1015, 2000, 1035]
toc-entry-title: Electrical system [249, 326, 366, 344]
toc-entry-title: Servicing the machine safely [186, 540, 384, 558]
toc-entry-title: Oil separator [249, 1036, 338, 1054]
toc-entry-number: 5.7.3 [186, 1263, 221, 1281]
toc-entry-page: 5-21 [1895, 850, 1927, 868]
toc-entry[interactable] [186, 160, 1856, 180]
toc-entry-title: Cooling system [186, 1098, 292, 1116]
toc-leader-dots: . . . . . . . . . . . . . . . . . . . . . . . . . . . . . . . . . . . . . . . . . . . . . . . . . . . . . . . . . . . . . . . . . . . . . . . . . . . . . . . . . . . . . . . . . . . . . . . . . . . . . . . . . . . . . . . . . . . . . . . . . . . . . . . . . . . . . . . . . . . . . . . . . . . . . . . . . . . . . . . . . . . . . . . . . . . . . . . . . . . . . . . . . . . . . . . . . . . . . . . . [232, 514, 1763, 529]
toc-entry-page: 5-1 [1917, 540, 1940, 558]
toc-leader-dots: . . . . . . . . . . . . . . . . . . . . . . . . . . . . . . . . . . . . . . . . . . . . . . . . . . . . . . . . . . . . . . . . . . . . . . . . . . . . . . . . . . . . . . . . . . . . . . . . . . . . . . . . . . . . . . . . . . . . . . . . . . . . . . . . . . . . . . . . . . . . . . . . . . . . . . . . . . . . . . . . . . . . . . . . . . . . . . . . . . . . . . . . . . . . . . . . . . . . . . . . [281, 893, 1812, 908]
toc-entry-number: 5.5.6 [186, 1015, 221, 1033]
toc-entry-number: 4.2.7 [186, 388, 221, 406]
